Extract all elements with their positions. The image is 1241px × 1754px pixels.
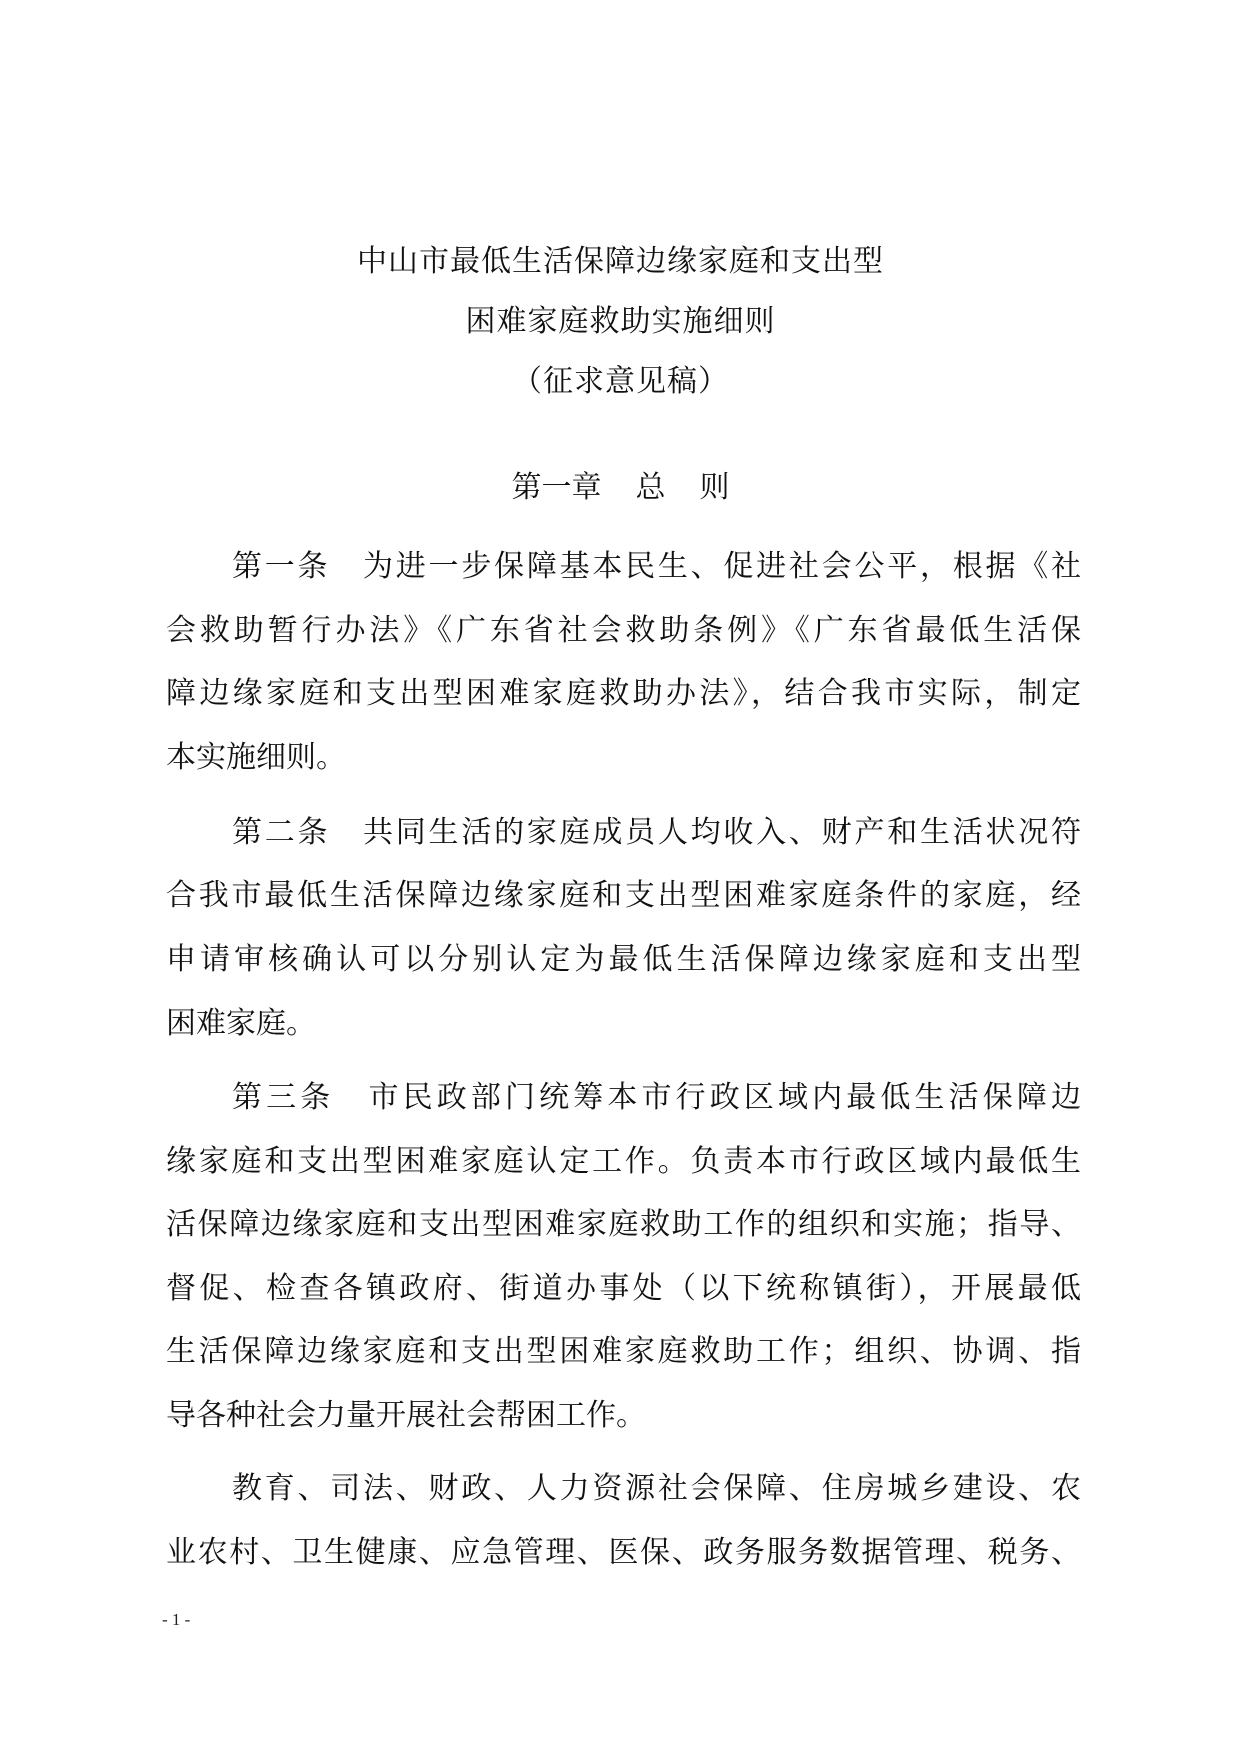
article-3-line-1: 第三条 市民政部门统筹本市行政区域内最低生活保障边 bbox=[232, 1080, 1081, 1115]
document-title-line-1: 中山市最低生活保障边缘家庭和支出型 bbox=[357, 244, 884, 279]
paragraph-line-2: 业农村、卫生健康、应急管理、医保、政务服务数据管理、税务、 bbox=[166, 1535, 1081, 1570]
document-title-line-2: 困难家庭救助实施细则 bbox=[465, 304, 776, 339]
article-1-line-4: 本实施细则。 bbox=[166, 740, 346, 775]
article-1-line-3: 障边缘家庭和支出型困难家庭救助办法》，结合我市实际，制定 bbox=[166, 676, 1081, 711]
article-2-line-3: 申请审核确认可以分别认定为最低生活保障边缘家庭和支出型 bbox=[166, 942, 1081, 977]
article-2-line-4: 困难家庭。 bbox=[166, 1006, 316, 1041]
article-3-line-6: 导各种社会力量开展社会帮困工作。 bbox=[166, 1398, 646, 1433]
article-3-line-3: 活保障边缘家庭和支出型困难家庭救助工作的组织和实施；指导、 bbox=[166, 1207, 1081, 1242]
document-subtitle: （征求意见稿） bbox=[512, 364, 729, 399]
article-2-line-1: 第二条 共同生活的家庭成员人均收入、财产和生活状况符 bbox=[232, 815, 1081, 850]
article-3-line-2: 缘家庭和支出型困难家庭认定工作。负责本市行政区域内最低生 bbox=[166, 1144, 1081, 1179]
article-2-line-2: 合我市最低生活保障边缘家庭和支出型困难家庭条件的家庭，经 bbox=[166, 878, 1081, 913]
article-3-line-5: 生活保障边缘家庭和支出型困难家庭救助工作；组织、协调、指 bbox=[166, 1334, 1081, 1369]
paragraph-line-1: 教育、司法、财政、人力资源社会保障、住房城乡建设、农 bbox=[232, 1471, 1081, 1506]
article-3-line-4: 督促、检查各镇政府、街道办事处（以下统称镇街），开展最低 bbox=[166, 1271, 1081, 1306]
article-1-line-2: 会救助暂行办法》《广东省社会救助条例》《广东省最低生活保 bbox=[166, 613, 1081, 648]
chapter-word-2: 则 bbox=[699, 470, 730, 505]
chapter-heading bbox=[0, 462, 1241, 506]
page-number: - 1 - bbox=[162, 1610, 191, 1629]
article-1-line-1: 第一条 为进一步保障基本民生、促进社会公平，根据《社 bbox=[232, 549, 1081, 584]
chapter-word-1: 总 bbox=[635, 470, 666, 505]
chapter-number: 第一章 bbox=[511, 470, 602, 505]
